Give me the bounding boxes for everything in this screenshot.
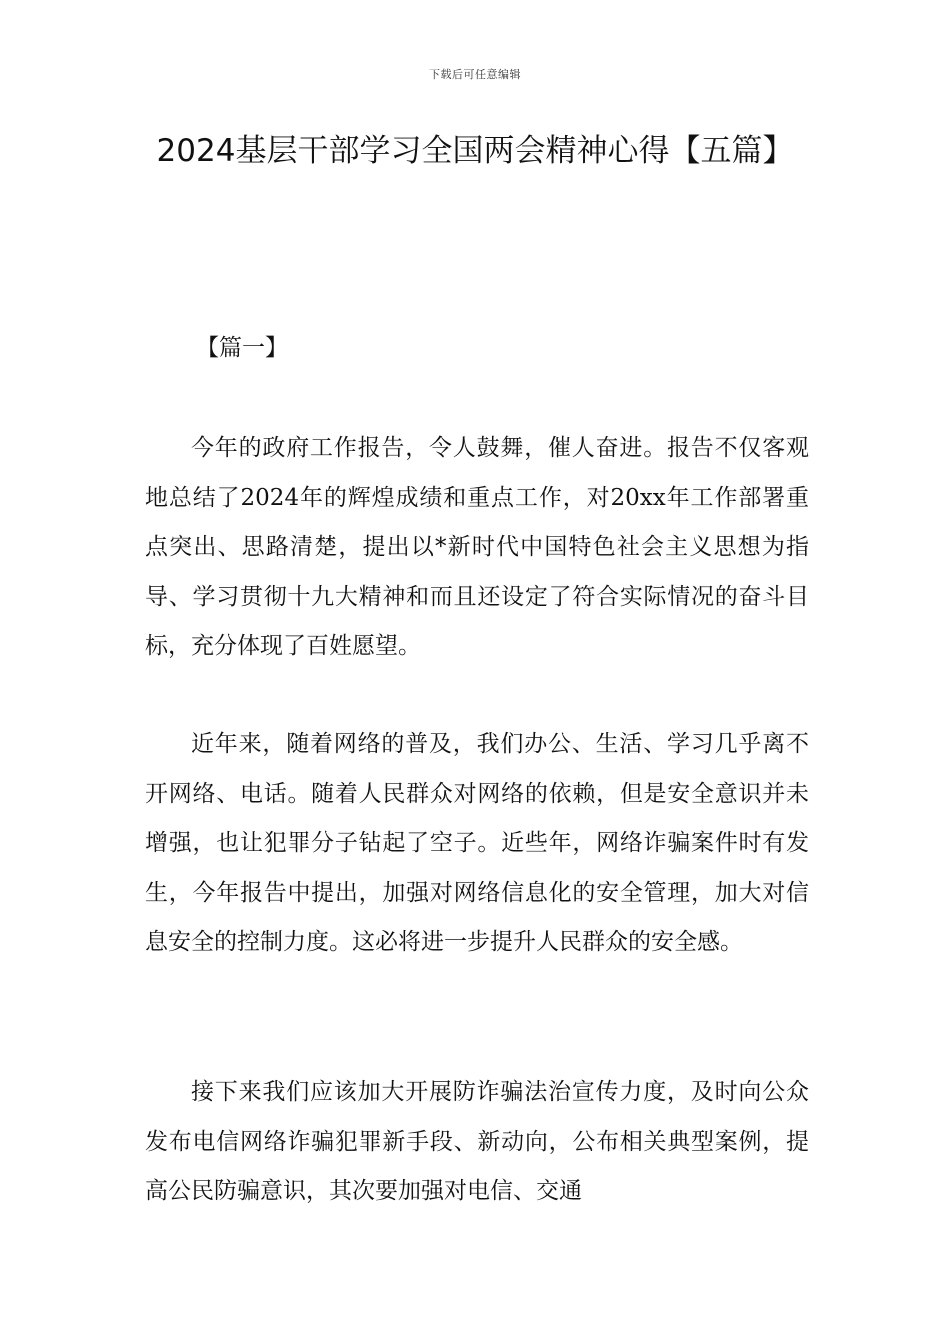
header-note: 下载后可任意编辑 <box>429 68 521 81</box>
paragraph-1: 今年的政府工作报告，令人鼓舞，催人奋进。报告不仅客观地总结了2024年的辉煌成绩和重点工作，对20xx年工作部署重点突出、思路清楚，提出以*新时代中国特色社会主义思想为指导、学习贯彻十九大精神和而且还设定了符合实际情况的奋斗目标，充分体现了百姓愿望。 <box>145 435 809 659</box>
paragraph-2: 近年来，随着网络的普及，我们办公、生活、学习几乎离不开网络、电话。随着人民群众对网络的依赖，但是安全意识并未增强，也让犯罪分子钻起了空子。近些年，网络诈骗案件时有发生，今年报告中提出，加强对网络信息化的安全管理，加大对信息安全的控制力度。这必将进一步提升人民群众的安全感。 <box>145 731 809 955</box>
section-label: 【篇一】 <box>196 335 288 361</box>
paragraph-3: 接下来我们应该加大开展防诈骗法治宣传力度，及时向公众发布电信网络诈骗犯罪新手段、新动向，公布相关典型案例，提高公民防骗意识，其次要加强对电信、交通 <box>145 1079 809 1204</box>
document-title: 2024基层干部学习全国两会精神心得【五篇】 <box>156 133 794 169</box>
